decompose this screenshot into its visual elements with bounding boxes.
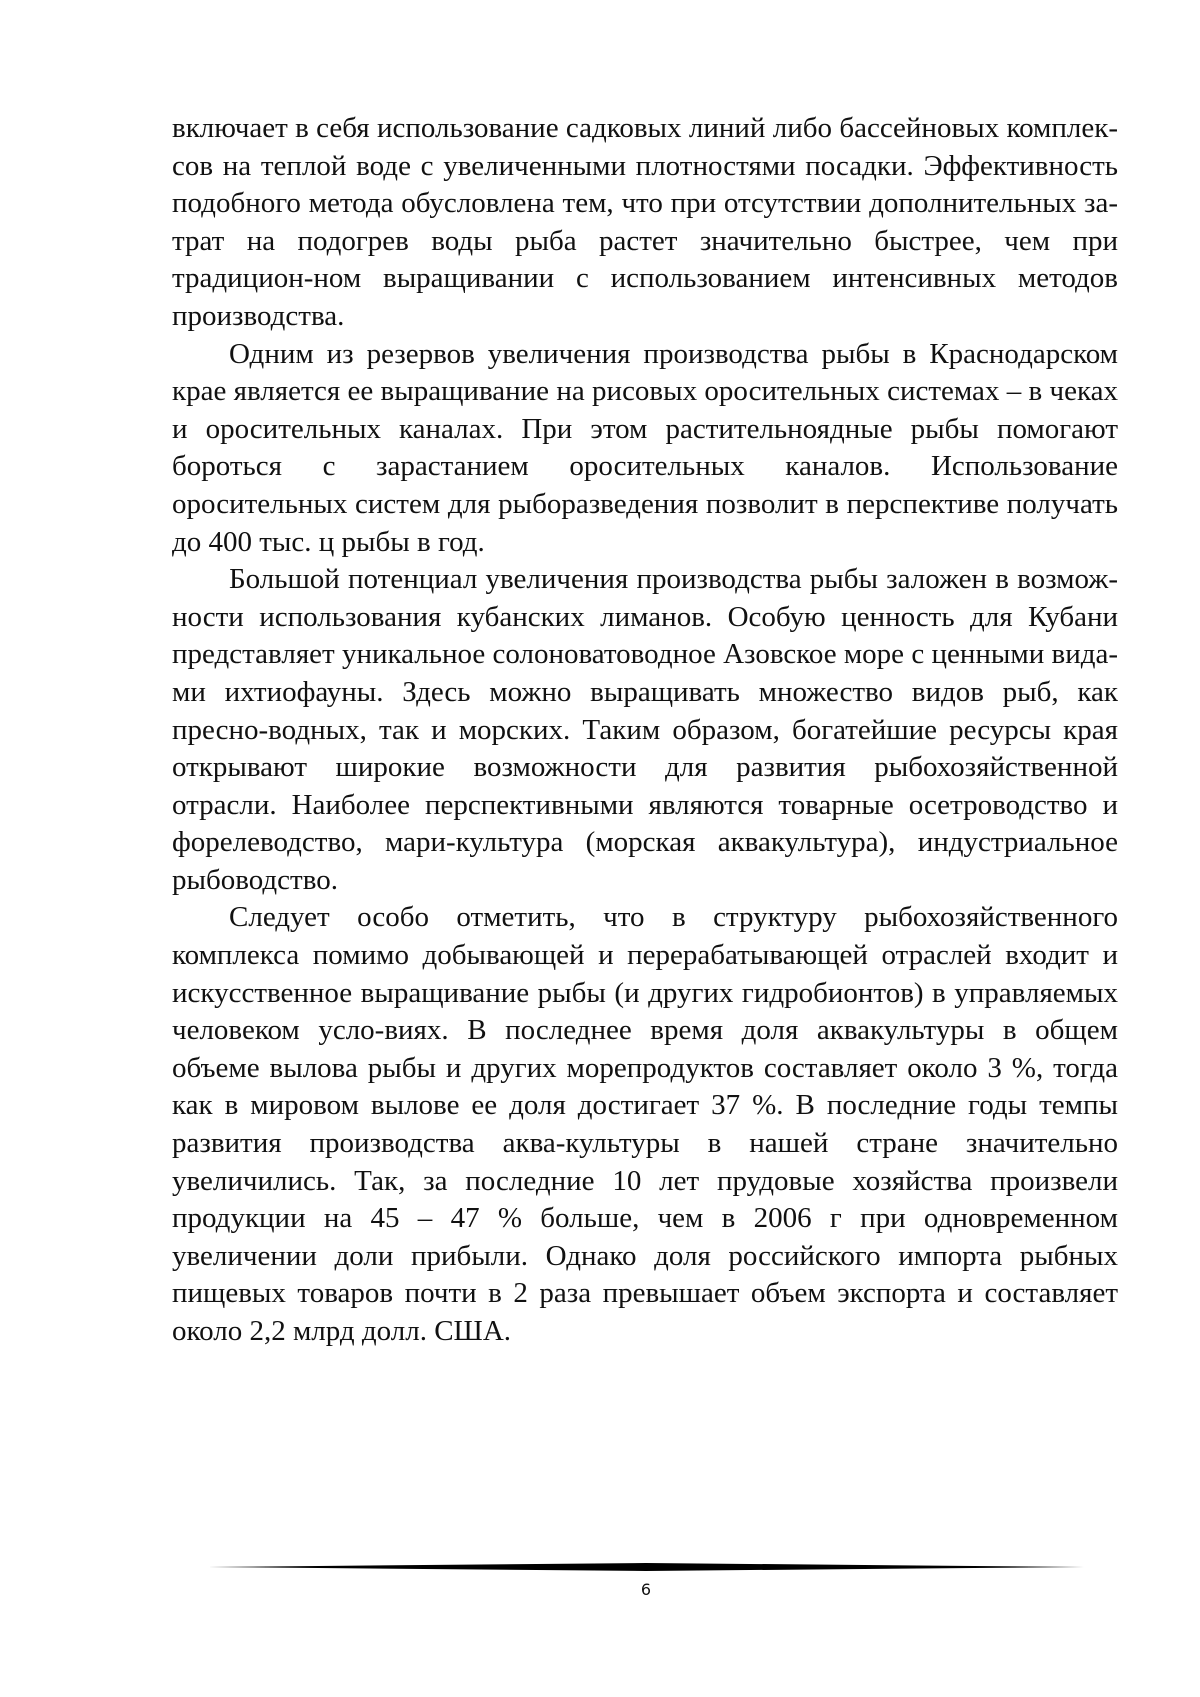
footer-divider bbox=[208, 1563, 1084, 1571]
footer-divider-shape bbox=[208, 1563, 1084, 1571]
paragraph-4: Следует особо отметить, что в структуру рыбохозяйственного комплекса помимо добывающей и перерабатывающей отраслей входит и искусственное выращивание рыбы (и других гидробионтов) в управляемых человеком усло-виях. В последнее время доля аквакультуры в общем объеме вылова рыбы и других морепродуктов составляет около 3 %, тогда как в мировом вылове ее доля достигает 37 %. В последние годы темпы развития производства аква-культуры в нашей стране значительно увеличились. Так, за последние 10 лет прудовые хозяйства произвели продукции на 45 – 47 % больше, чем в 2006 г при одновременном увеличении доли прибыли. Однако доля российского импорта рыбных пищевых товаров почти в 2 раза превышает объем экспорта и составляет около 2,2 млрд долл. США. bbox=[172, 901, 1118, 1347]
page-number: 6 bbox=[640, 1580, 652, 1599]
body-text bbox=[172, 110, 1118, 1351]
paragraph-3: Большой потенциал увеличения производства рыбы заложен в возмож-ности использования кубанских лиманов. Особую ценность для Кубани представляет уникальное солоноватоводное Азовское море с ценными вида-ми ихтиофауны. Здесь можно выращивать множество видов рыб, как пресно-водных, так и морских. Таким образом, богатейшие ресурсы края открывают широкие возможности для развития рыбохозяйственной отрасли. Наиболее перспективными являются товарные осетроводство и форелеводство, мари-культура (морская аквакультура), индустриальное рыбоводство. bbox=[172, 563, 1118, 896]
paragraph-1: включает в себя использование садковых линий либо бассейновых комплек-сов на теплой воде с увеличенными плотностями посадки. Эффективность подобного метода обусловлена тем, что при отсутствии дополнительных за-трат на подогрев воды рыба растет значительно быстрее, чем при традицион-ном выращивании с использованием интенсивных методов производства. bbox=[172, 112, 1118, 332]
paragraph-2: Одним из резервов увеличения производства рыбы в Краснодарском крае является ее выращивание на рисовых оросительных системах – в чеках и оросительных каналах. При этом растительноядные рыбы помогают бороться с зарастанием оросительных каналов. Использование оросительных систем для рыборазведения позволит в перспективе получать до 400 тыс. ц рыбы в год. bbox=[172, 337, 1118, 558]
